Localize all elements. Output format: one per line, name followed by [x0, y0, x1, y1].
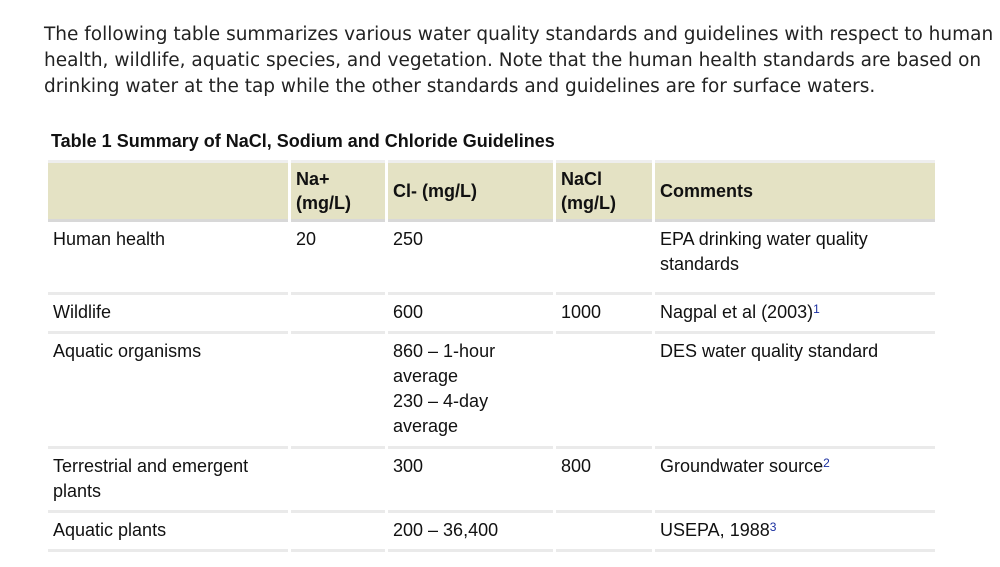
header-sodium: Na+ (mg/L) [291, 160, 385, 222]
row-sodium [291, 334, 385, 449]
intro-paragraph: The following table summarizes various water quality standards and guidelines with respect to human health, wildlife, aquatic species, and vegetation. Note that the human health standards are based on drinking water at the tap while the other standards and guidelines are for surface waters. [44, 23, 994, 97]
row-chloride: 300 [388, 449, 553, 513]
chloride-value-1hr: 860 – 1-hour average [393, 341, 496, 386]
comment-text: USEPA, 1988 [660, 520, 770, 540]
header-row [48, 160, 935, 222]
row-nacl [556, 222, 652, 295]
table-row [48, 513, 935, 552]
header-comments: Comments [655, 160, 935, 222]
table-body [48, 222, 935, 552]
row-category: Aquatic organisms [48, 334, 288, 449]
table-row [48, 295, 935, 334]
row-sodium [291, 295, 385, 334]
guidelines-table [45, 160, 938, 552]
row-category: Terrestrial and emergent plants [48, 449, 288, 513]
table-row [48, 449, 935, 513]
row-comment [655, 295, 935, 334]
header-category [48, 160, 288, 222]
row-comment [655, 449, 935, 513]
table-row [48, 334, 935, 449]
comment-text: EPA drinking water quality standards [660, 229, 868, 274]
row-sodium [291, 449, 385, 513]
footnote-link[interactable]: 3 [769, 520, 777, 534]
row-category: Aquatic plants [48, 513, 288, 552]
row-nacl: 800 [556, 449, 652, 513]
row-chloride [388, 334, 553, 449]
comment-text: DES water quality standard [660, 341, 879, 361]
table-caption: Table 1 Summary of NaCl, Sodium and Chloride Guidelines [51, 131, 555, 151]
row-category: Human health [48, 222, 288, 295]
row-category: Wildlife [48, 295, 288, 334]
row-sodium [291, 513, 385, 552]
chloride-value-4day: 230 – 4-day average [393, 391, 489, 436]
row-comment [655, 334, 935, 449]
header-chloride: Cl- (mg/L) [388, 160, 553, 222]
table-header [48, 160, 935, 222]
row-comment [655, 513, 935, 552]
table-row [48, 222, 935, 295]
row-nacl [556, 334, 652, 449]
comment-text: Nagpal et al (2003) [660, 302, 814, 322]
footnote-link[interactable]: 1 [813, 302, 820, 316]
footnote-link[interactable]: 2 [823, 456, 830, 470]
header-nacl: NaCl (mg/L) [556, 160, 652, 222]
row-nacl [556, 513, 652, 552]
row-chloride: 200 – 36,400 [388, 513, 553, 552]
row-nacl: 1000 [556, 295, 652, 334]
comment-text: Groundwater source [660, 456, 824, 476]
row-comment [655, 222, 935, 295]
row-chloride: 600 [388, 295, 553, 334]
row-chloride: 250 [388, 222, 553, 295]
row-sodium: 20 [291, 222, 385, 295]
